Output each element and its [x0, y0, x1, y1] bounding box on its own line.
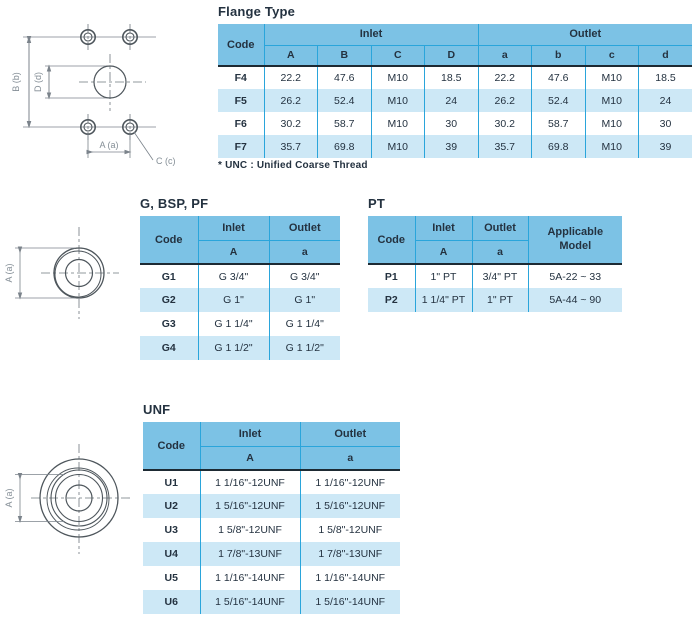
table-cell: G 3/4" [269, 264, 340, 288]
table-cell: 22.2 [264, 66, 318, 89]
table-cell: 1 1/16"-12UNF [300, 470, 400, 494]
col-header-code: Code [140, 216, 198, 264]
col-header-A: A [264, 45, 318, 66]
dim-label-c: C (c) [156, 156, 176, 166]
row-code: G4 [140, 336, 198, 360]
unc-footnote: * UNC : Unified Coarse Thread [218, 160, 368, 171]
col-group-inlet: Inlet [415, 216, 472, 240]
col-group-outlet: Outlet [478, 24, 692, 45]
col-header-a: a [478, 45, 532, 66]
table-cell: 58.7 [532, 112, 586, 135]
table-cell: 1 5/8"-12UNF [200, 518, 300, 542]
table-cell: 35.7 [264, 135, 318, 158]
col-header-a: a [269, 240, 340, 264]
row-code: G1 [140, 264, 198, 288]
table-row [143, 470, 400, 494]
row-code: U2 [143, 494, 200, 518]
col-header-A: A [198, 240, 269, 264]
table-cell: 30.2 [478, 112, 532, 135]
table-cell: 1 1/16"-14UNF [200, 566, 300, 590]
col-header-code: Code [143, 422, 200, 470]
table-cell: G 1 1/4" [269, 312, 340, 336]
unf-table [143, 422, 400, 614]
row-code: U4 [143, 542, 200, 566]
table-row [143, 566, 400, 590]
table-cell: 58.7 [318, 112, 372, 135]
col-group-inlet: Inlet [200, 422, 300, 446]
table-row [143, 518, 400, 542]
row-code: P2 [368, 288, 415, 312]
table-cell: M10 [371, 89, 425, 112]
table-cell: 1" PT [472, 288, 528, 312]
pt-table [368, 216, 622, 312]
table-cell: 35.7 [478, 135, 532, 158]
table-cell: 5A-44 ~ 90 [528, 288, 622, 312]
dim-label-a: A (a) [4, 488, 14, 508]
table-cell: M10 [371, 135, 425, 158]
table-cell: M10 [371, 112, 425, 135]
table-cell: 39 [639, 135, 693, 158]
table-cell: 47.6 [318, 66, 372, 89]
dim-label-b: B (b) [11, 72, 21, 92]
dim-label-a: A (a) [99, 140, 119, 150]
col-header-c: c [585, 45, 639, 66]
col-header-d: d [639, 45, 693, 66]
table-cell: M10 [585, 89, 639, 112]
g-bsp-pf-title: G, BSP, PF [140, 196, 209, 211]
table-cell: 30.2 [264, 112, 318, 135]
col-header-code: Code [218, 24, 264, 66]
table-cell: 22.2 [478, 66, 532, 89]
col-group-inlet: Inlet [198, 216, 269, 240]
table-cell: 1 5/8"-12UNF [300, 518, 400, 542]
table-cell: G 1 1/2" [198, 336, 269, 360]
row-code: U5 [143, 566, 200, 590]
table-cell: 1 5/16"-14UNF [300, 590, 400, 614]
col-group-inlet: Inlet [264, 24, 478, 45]
ring-circle [47, 468, 109, 530]
table-cell: 26.2 [478, 89, 532, 112]
table-cell: 1 1/16"-14UNF [300, 566, 400, 590]
dim-label-d: D (d) [33, 72, 43, 92]
unf-port-drawing [3, 436, 138, 584]
row-code: G2 [140, 288, 198, 312]
table-row [218, 112, 692, 135]
col-header-code: Code [368, 216, 415, 264]
table-cell: 1 5/16"-14UNF [200, 590, 300, 614]
row-code: U3 [143, 518, 200, 542]
unf-title: UNF [143, 402, 171, 417]
col-header-A: A [415, 240, 472, 264]
row-code: F7 [218, 135, 264, 158]
row-code: F6 [218, 112, 264, 135]
table-cell: G 1" [269, 288, 340, 312]
table-cell: 26.2 [264, 89, 318, 112]
col-header-D: D [425, 45, 479, 66]
table-row [218, 135, 692, 158]
col-header-a: a [300, 446, 400, 470]
g-bsp-pf-table [140, 216, 340, 360]
g-port-drawing [3, 223, 128, 328]
table-row [143, 542, 400, 566]
table-cell: 1 1/16"-12UNF [200, 470, 300, 494]
table-cell: 47.6 [532, 66, 586, 89]
flange-type-title: Flange Type [218, 4, 296, 19]
table-cell: 1 5/16"-12UNF [300, 494, 400, 518]
table-cell: G 3/4" [198, 264, 269, 288]
table-cell: 30 [639, 112, 693, 135]
col-header-applicable-model: Applicable Model [528, 216, 622, 264]
table-cell: M10 [585, 112, 639, 135]
table-cell: 18.5 [425, 66, 479, 89]
table-row [140, 312, 340, 336]
table-row [140, 264, 340, 288]
table-cell: 69.8 [318, 135, 372, 158]
table-cell: G 1 1/4" [198, 312, 269, 336]
col-header-C: C [371, 45, 425, 66]
dim-label-a: A (a) [4, 263, 14, 283]
col-group-outlet: Outlet [472, 216, 528, 240]
row-code: F4 [218, 66, 264, 89]
row-code: P1 [368, 264, 415, 288]
row-code: F5 [218, 89, 264, 112]
table-cell: 24 [425, 89, 479, 112]
table-cell: 1 7/8"-13UNF [200, 542, 300, 566]
col-header-B: B [318, 45, 372, 66]
flange-dimension-drawing [3, 10, 203, 168]
row-code: G3 [140, 312, 198, 336]
table-cell: G 1 1/2" [269, 336, 340, 360]
table-cell: 1 7/8"-13UNF [300, 542, 400, 566]
col-group-outlet: Outlet [269, 216, 340, 240]
table-row [368, 288, 622, 312]
table-row [218, 66, 692, 89]
ring-circle [55, 251, 101, 297]
table-cell: 52.4 [532, 89, 586, 112]
col-header-b: b [532, 45, 586, 66]
table-row [143, 494, 400, 518]
flange-type-table [218, 24, 692, 158]
col-header-A: A [200, 446, 300, 470]
table-cell: 1 5/16"-12UNF [200, 494, 300, 518]
table-cell: 1 1/4" PT [415, 288, 472, 312]
table-cell: 24 [639, 89, 693, 112]
table-row [143, 590, 400, 614]
table-cell: 3/4" PT [472, 264, 528, 288]
table-row [218, 89, 692, 112]
col-header-a: a [472, 240, 528, 264]
table-cell: 69.8 [532, 135, 586, 158]
table-row [368, 264, 622, 288]
row-code: U1 [143, 470, 200, 494]
table-cell: 30 [425, 112, 479, 135]
table-cell: 1" PT [415, 264, 472, 288]
table-cell: 52.4 [318, 89, 372, 112]
table-cell: 39 [425, 135, 479, 158]
col-group-outlet: Outlet [300, 422, 400, 446]
row-code: U6 [143, 590, 200, 614]
table-row [140, 288, 340, 312]
table-cell: 18.5 [639, 66, 693, 89]
table-cell: M10 [585, 135, 639, 158]
pt-title: PT [368, 196, 386, 211]
table-row [140, 336, 340, 360]
table-cell: M10 [371, 66, 425, 89]
table-cell: 5A-22 ~ 33 [528, 264, 622, 288]
table-cell: M10 [585, 66, 639, 89]
table-cell: G 1" [198, 288, 269, 312]
